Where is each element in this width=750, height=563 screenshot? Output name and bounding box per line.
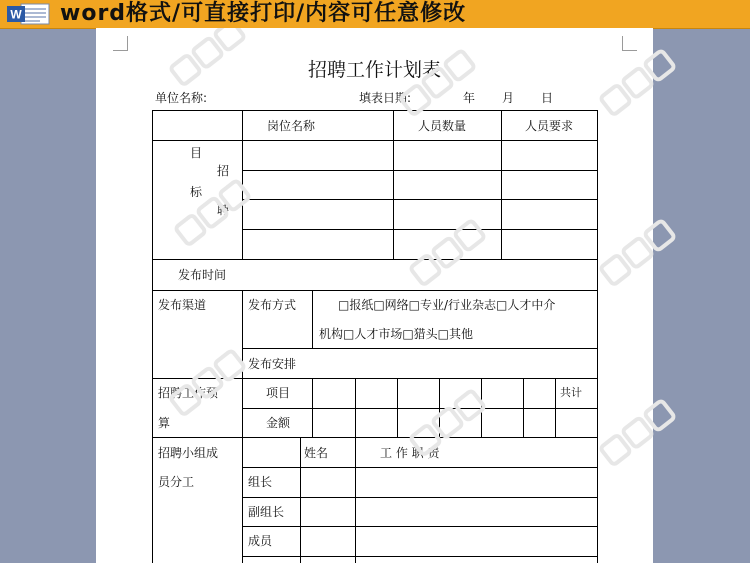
table-rule	[152, 290, 597, 291]
budget-item-label: 项目	[266, 386, 291, 400]
table-rule	[597, 110, 598, 563]
duty-column-header: 工 作 职 责	[380, 446, 440, 460]
team-label-cont: 员分工	[158, 475, 195, 489]
table-rule	[312, 290, 313, 348]
table-rule	[242, 348, 597, 349]
table-rule	[300, 437, 301, 563]
table-rule	[242, 229, 597, 230]
name-column-header: 姓名	[304, 446, 329, 460]
unit-name-label: 单位名称:	[155, 91, 208, 105]
recruitment-plan-table	[96, 28, 653, 563]
table-rule	[242, 556, 597, 557]
deputy-leader-label: 副组长	[248, 505, 285, 519]
goal-label-char: 招	[217, 164, 230, 178]
post-name-header: 岗位名称	[267, 119, 316, 133]
table-rule	[152, 140, 597, 141]
goal-label-char: 目	[190, 146, 203, 160]
table-rule	[397, 378, 398, 437]
table-rule	[242, 290, 243, 563]
table-rule	[555, 378, 556, 437]
team-label: 招聘小组成	[158, 446, 219, 460]
goal-label-char: 聘	[217, 203, 230, 217]
table-rule	[152, 110, 597, 111]
table-rule	[393, 110, 394, 259]
table-rule	[152, 378, 597, 379]
table-rule	[481, 378, 482, 437]
table-rule	[242, 497, 597, 498]
month-label: 月	[502, 91, 515, 105]
publish-channel-label: 发布渠道	[158, 298, 207, 312]
requirement-header: 人员要求	[525, 119, 574, 133]
publish-arrangement-label: 发布安排	[248, 357, 297, 371]
form-title: 招聘工作计划表	[307, 59, 441, 81]
table-rule	[152, 259, 597, 260]
table-rule	[439, 378, 440, 437]
table-rule	[242, 170, 597, 171]
table-rule	[242, 526, 597, 527]
team-leader-label: 组长	[248, 475, 273, 489]
word-document-icon	[5, 3, 51, 25]
svg-text:W: W	[10, 7, 22, 22]
table-rule	[312, 378, 313, 437]
head-count-header: 人员数量	[418, 119, 467, 133]
budget-amount-label: 金额	[266, 416, 291, 430]
table-rule	[523, 378, 524, 437]
day-label: 日	[541, 91, 554, 105]
table-rule	[242, 467, 597, 468]
table-rule	[152, 437, 597, 438]
document-page	[96, 28, 653, 563]
fill-date-label: 填表日期:	[359, 91, 412, 105]
budget-total-label: 共计	[560, 386, 582, 399]
team-member-label: 成员	[248, 534, 273, 548]
budget-label-cont: 算	[158, 416, 171, 430]
top-banner	[0, 0, 750, 29]
table-rule	[355, 378, 356, 437]
publish-method-label: 发布方式	[248, 298, 297, 312]
table-rule	[501, 110, 502, 259]
table-rule	[242, 408, 597, 409]
banner-text: word格式/可直接打印/内容可任意修改	[60, 1, 467, 26]
budget-label: 招聘工作预	[158, 386, 219, 400]
table-rule	[242, 199, 597, 200]
table-rule	[152, 110, 153, 563]
table-rule	[242, 110, 243, 259]
goal-label-char: 标	[190, 185, 203, 199]
table-rule	[355, 437, 356, 563]
publish-time-label: 发布时间	[178, 268, 227, 282]
publish-method-options: □报纸□网络□专业/行业杂志□人才中介	[338, 298, 556, 312]
publish-method-options-cont: 机构□人才市场□猎头□其他	[319, 327, 474, 341]
year-label: 年	[463, 91, 476, 105]
